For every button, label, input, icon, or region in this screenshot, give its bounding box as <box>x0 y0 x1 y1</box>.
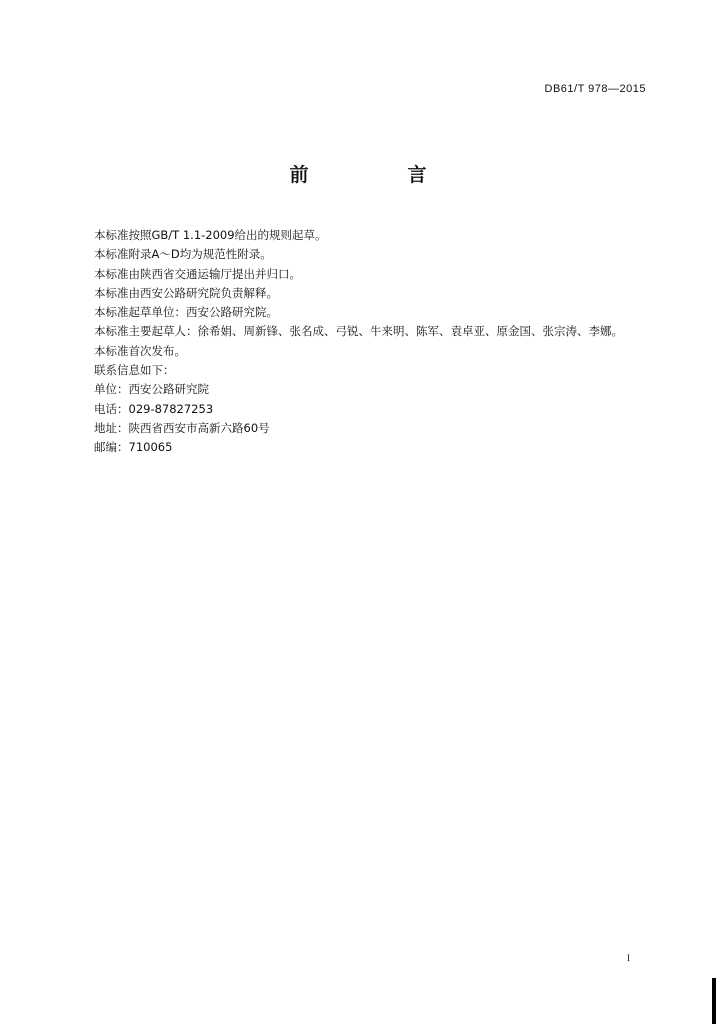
paragraph-drafting-unit: 本标准起草单位：西安公路研究院。 <box>94 305 278 320</box>
paragraph-proposer: 本标准由陕西省交通运输厅提出并归口。 <box>94 266 301 281</box>
document-code: DB61/T 978—2015 <box>544 83 646 95</box>
foreword-body <box>67 226 659 458</box>
paragraph-drafting-rules: 本标准按照GB/T 1.1-2009给出的规则起草。 <box>94 228 327 242</box>
scan-edge-mark <box>712 978 716 1024</box>
paragraph-first-release: 本标准首次发布。 <box>94 343 186 358</box>
paragraph-drafters: 本标准主要起草人：徐希娟、周新锋、张名成、弓锐、牛来明、陈军、袁卓亚、原金国、张宗涛、李娜。 <box>94 324 623 339</box>
contact-address: 地址：陕西省西安市高新六路60号 <box>94 420 270 435</box>
page-number: I <box>627 953 630 963</box>
contact-postcode: 邮编：710065 <box>94 440 173 455</box>
contact-unit: 单位：西安公路研究院 <box>94 382 209 397</box>
page-title: 前 言 <box>289 164 467 186</box>
paragraph-interpretation: 本标准由西安公路研究院负责解释。 <box>94 285 278 300</box>
paragraph-appendices: 本标准附录A～D均为规范性附录。 <box>94 247 272 262</box>
contact-heading: 联系信息如下： <box>94 363 175 378</box>
contact-phone: 电话：029-87827253 <box>94 401 214 416</box>
